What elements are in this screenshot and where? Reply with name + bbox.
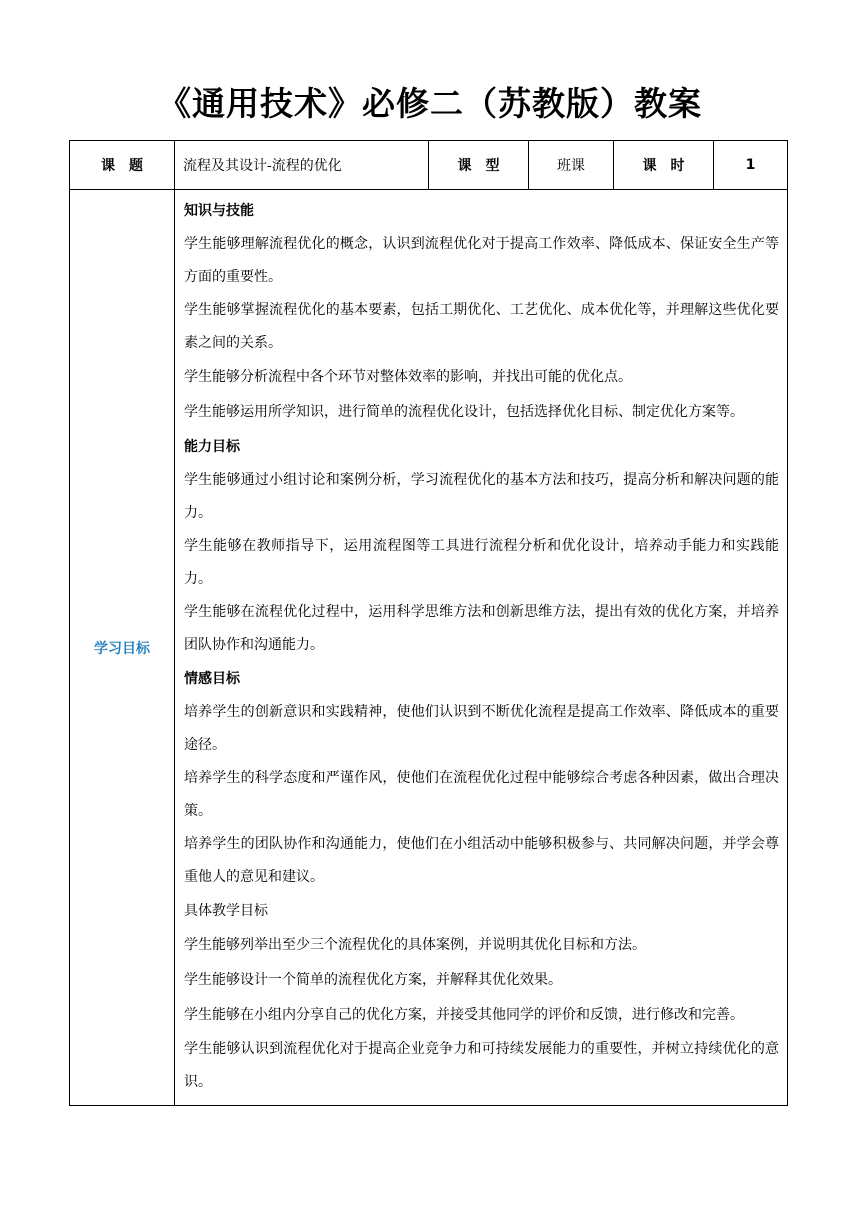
type-label: 课 型 xyxy=(429,141,529,190)
objectives-content xyxy=(175,190,788,1106)
specific-item: 学生能够设计一个简单的流程优化方案，并解释其优化效果。 xyxy=(184,972,562,988)
emotion-item: 培养学生的创新意识和实践精神，使他们认识到不断优化流程是提高工作效率、降低成本的重要途径。 xyxy=(184,704,779,753)
ability-item: 学生能够在教师指导下，运用流程图等工具进行流程分析和优化设计，培养动手能力和实践能力。 xyxy=(184,538,779,587)
specific-item: 学生能够在小组内分享自己的优化方案，并接受其他同学的评价和反馈，进行修改和完善。 xyxy=(184,1007,744,1023)
specific-item: 学生能够列举出至少三个流程优化的具体案例，并说明其优化目标和方法。 xyxy=(184,937,646,953)
specific-item: 学生能够认识到流程优化对于提高企业竞争力和可持续发展能力的重要性，并树立持续优化的意识。 xyxy=(184,1041,779,1090)
knowledge-item: 学生能够掌握流程优化的基本要素，包括工期优化、工艺优化、成本优化等，并理解这些优化要素之间的关系。 xyxy=(184,302,779,351)
hours-label: 课 时 xyxy=(614,141,714,190)
lesson-plan-table xyxy=(69,140,788,1106)
emotion-item: 培养学生的科学态度和严谨作风，使他们在流程优化过程中能够综合考虑各种因素，做出合理决策。 xyxy=(184,770,779,819)
document-title: 《通用技术》必修二（苏教版）教案 xyxy=(158,84,702,123)
emotion-item: 培养学生的团队协作和沟通能力，使他们在小组活动中能够积极参与、共同解决问题，并学会尊重他人的意见和建议。 xyxy=(184,836,779,885)
topic-label: 课 题 xyxy=(70,141,175,190)
knowledge-item: 学生能够分析流程中各个环节对整体效率的影响，并找出可能的优化点。 xyxy=(184,369,632,385)
knowledge-heading: 知识与技能 xyxy=(184,203,254,219)
topic-value-cell xyxy=(175,141,429,190)
header-row xyxy=(70,141,788,190)
type-value: 班课 xyxy=(529,141,614,190)
hours-value: 1 xyxy=(714,141,788,190)
knowledge-item: 学生能够运用所学知识，进行简单的流程优化设计，包括选择优化目标、制定优化方案等。 xyxy=(184,404,744,420)
ability-heading: 能力目标 xyxy=(184,439,240,455)
topic-value: 流程及其设计-流程的优化 xyxy=(183,158,342,174)
knowledge-item: 学生能够理解流程优化的概念，认识到流程优化对于提高工作效率、降低成本、保证安全生产等方面的重要性。 xyxy=(184,236,779,285)
ability-item: 学生能够通过小组讨论和案例分析，学习流程优化的基本方法和技巧，提高分析和解决问题的能力。 xyxy=(184,472,779,521)
specific-heading: 具体教学目标 xyxy=(184,903,268,919)
objectives-row xyxy=(70,190,788,1106)
objectives-label: 学习目标 xyxy=(70,190,175,1106)
ability-item: 学生能够在流程优化过程中，运用科学思维方法和创新思维方法，提出有效的优化方案，并培养团队协作和沟通能力。 xyxy=(184,604,779,653)
emotion-heading: 情感目标 xyxy=(184,671,240,687)
